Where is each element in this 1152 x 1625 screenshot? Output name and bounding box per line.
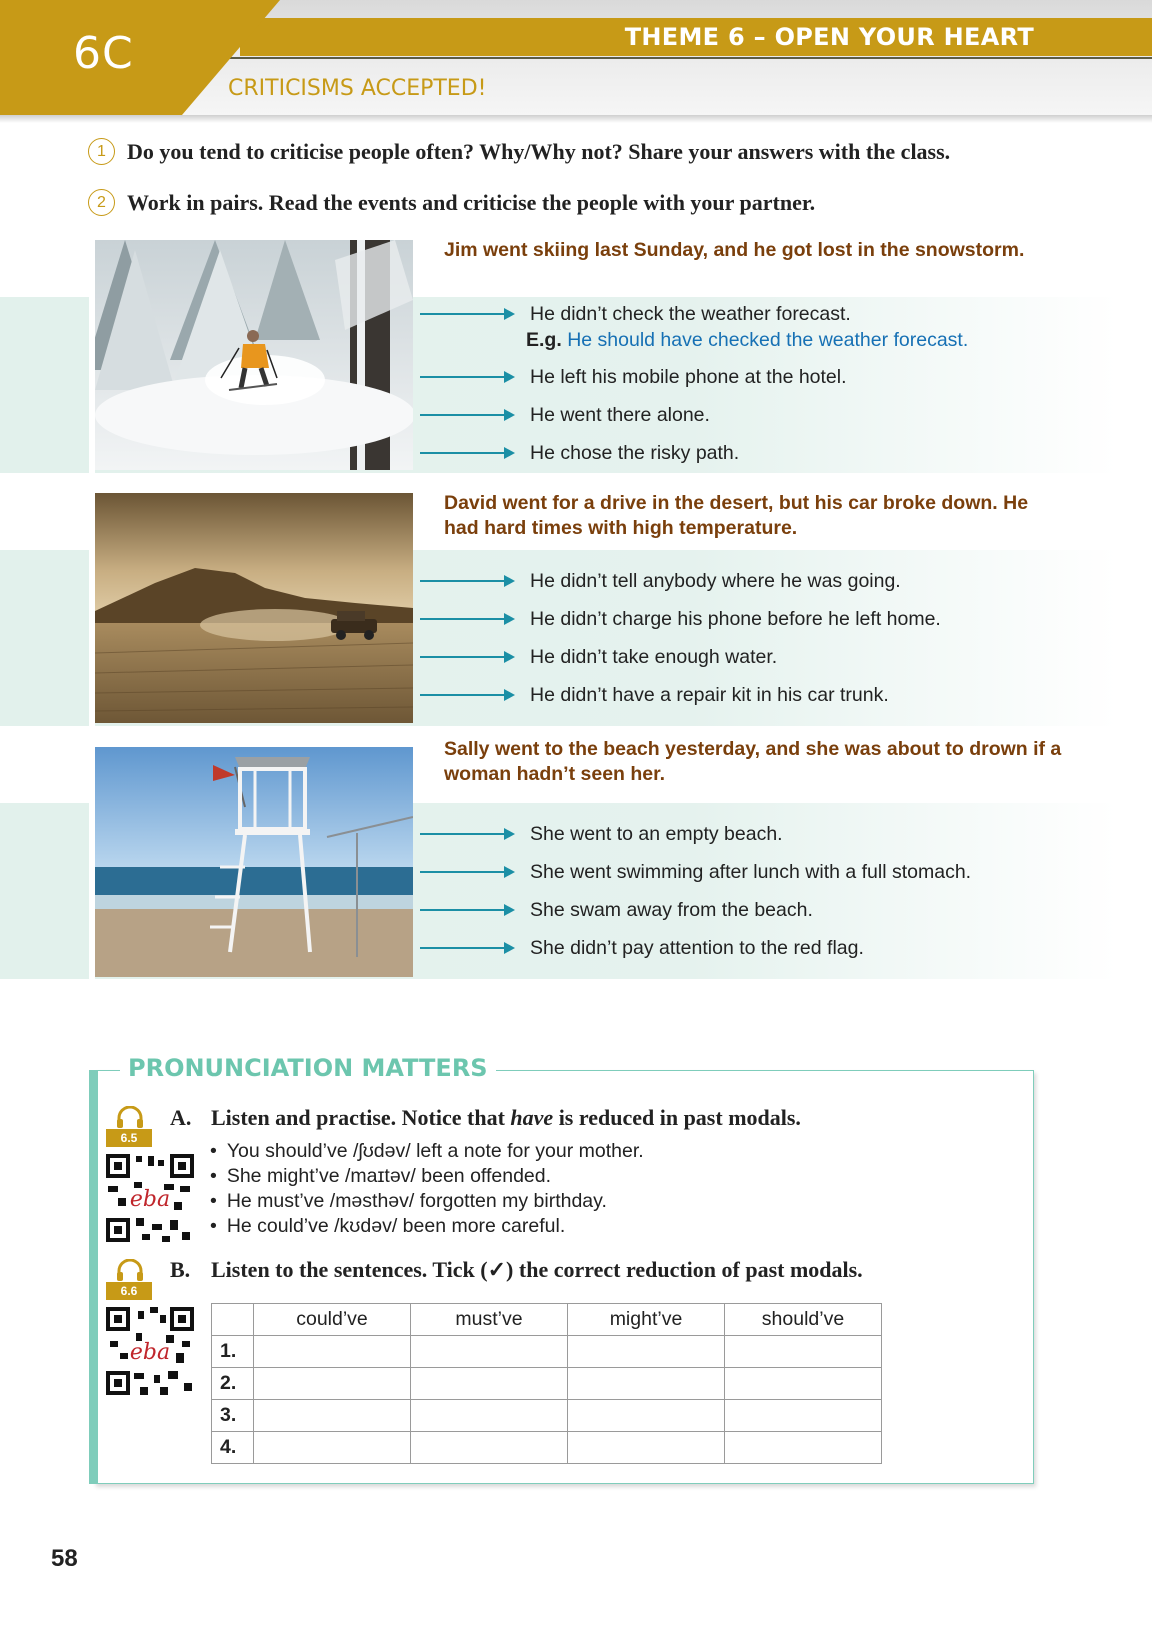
- arrow-icon: [420, 694, 512, 696]
- header-divider: [180, 57, 1152, 59]
- tick-table: [211, 1303, 882, 1464]
- list-item: He didn’t tell anybody where he was going.: [420, 569, 901, 593]
- event-title: Jim went skiing last Sunday, and he got lost in the snowstorm.: [444, 239, 1025, 261]
- list-item: She didn’t pay attention to the red flag.: [420, 936, 864, 960]
- arrow-icon: [420, 909, 512, 911]
- event-title: Sally went to the beach yesterday, and she was about to drown if a woman hadn’t seen her.: [444, 738, 1062, 785]
- example-sentence: E.g. He should have checked the weather forecast.: [526, 329, 969, 351]
- arrow-icon: [420, 452, 512, 454]
- tick-cell[interactable]: [254, 1368, 411, 1400]
- question-text: Do you tend to criticise people often? Why/Why not? Share your answers with the class.: [127, 138, 951, 164]
- tick-cell[interactable]: [568, 1432, 725, 1464]
- list-item: • He could’ve /kʊdəv/ been more careful.: [210, 1214, 644, 1239]
- list-item: She went swimming after lunch with a full stomach.: [420, 860, 971, 884]
- row-number: 2.: [212, 1368, 254, 1400]
- audio-track-a[interactable]: [106, 1106, 154, 1147]
- arrow-icon: [420, 833, 512, 835]
- arrow-icon: [420, 313, 512, 315]
- tick-cell[interactable]: [254, 1336, 411, 1368]
- column-header: should’ve: [725, 1304, 882, 1336]
- qr-code-icon[interactable]: [104, 1152, 196, 1244]
- list-item: • She might’ve /maɪtəv/ been offended.: [210, 1164, 644, 1189]
- arrow-icon: [420, 618, 512, 620]
- section-b-letter: B.: [170, 1257, 191, 1282]
- unit-code: 6C: [73, 28, 134, 79]
- tick-cell[interactable]: [411, 1336, 568, 1368]
- theme-title: THEME 6 – OPEN YOUR HEART: [624, 23, 1034, 51]
- svg-text:eba: eba: [129, 1340, 171, 1365]
- tick-cell[interactable]: [254, 1432, 411, 1464]
- example-sentences-list: [210, 1139, 644, 1239]
- headphone-icon: [116, 1259, 144, 1281]
- page-number: 58: [51, 1545, 78, 1572]
- column-header: could’ve: [254, 1304, 411, 1336]
- list-item: She swam away from the beach.: [420, 898, 813, 922]
- tick-cell[interactable]: [568, 1368, 725, 1400]
- lesson-title: CRITICISMS ACCEPTED!: [228, 76, 487, 101]
- header-shadow: [0, 115, 1152, 123]
- list-item: He went there alone.: [420, 403, 710, 427]
- question-number: 2: [88, 189, 115, 216]
- list-item: He didn’t charge his phone before he left home.: [420, 607, 941, 631]
- arrow-icon: [420, 656, 512, 658]
- pronunciation-strip: [89, 1070, 98, 1484]
- table-row: [212, 1368, 882, 1400]
- question-text: Work in pairs. Read the events and criticise the people with your partner.: [127, 189, 816, 215]
- arrow-icon: [420, 580, 512, 582]
- tick-cell[interactable]: [254, 1400, 411, 1432]
- row-number: 1.: [212, 1336, 254, 1368]
- svg-text:eba: eba: [129, 1187, 171, 1212]
- track-number: 6.6: [106, 1282, 152, 1300]
- headphone-icon: [116, 1106, 144, 1128]
- question-2: [88, 189, 815, 216]
- track-number: 6.5: [106, 1129, 152, 1147]
- list-item: • He must’ve /məsthəv/ forgotten my birthday.: [210, 1189, 644, 1214]
- table-header-row: [212, 1304, 882, 1336]
- arrow-icon: [420, 376, 512, 378]
- table-row: [212, 1336, 882, 1368]
- tick-cell[interactable]: [411, 1368, 568, 1400]
- question-1: [88, 138, 950, 165]
- list-item: He chose the risky path.: [420, 441, 739, 465]
- tick-cell[interactable]: [725, 1400, 882, 1432]
- list-item: He didn’t have a repair kit in his car trunk.: [420, 683, 889, 707]
- event-title: David went for a drive in the desert, but his car broke down. He had hard times with high temperature.: [444, 492, 1029, 539]
- section-b-instruction: Listen to the sentences. Tick (✓) the correct reduction of past modals.: [211, 1257, 863, 1282]
- section-a-letter: A.: [170, 1105, 192, 1130]
- list-item: He left his mobile phone at the hotel.: [420, 365, 847, 389]
- arrow-icon: [420, 414, 512, 416]
- beach-photo: [95, 747, 413, 977]
- section-a-instruction: Listen and practise. Notice that have is reduced in past modals.: [211, 1105, 801, 1130]
- table-row: [212, 1432, 882, 1464]
- list-item: He didn’t take enough water.: [420, 645, 777, 669]
- desert-photo: [95, 493, 413, 723]
- column-header: might’ve: [568, 1304, 725, 1336]
- row-number: 3.: [212, 1400, 254, 1432]
- tick-cell[interactable]: [725, 1368, 882, 1400]
- list-item: He didn’t check the weather forecast.: [420, 302, 851, 326]
- tick-cell[interactable]: [568, 1400, 725, 1432]
- tick-cell[interactable]: [411, 1432, 568, 1464]
- column-header: must’ve: [411, 1304, 568, 1336]
- row-number: 4.: [212, 1432, 254, 1464]
- tick-cell[interactable]: [725, 1432, 882, 1464]
- tick-cell[interactable]: [411, 1400, 568, 1432]
- skier-photo: [95, 240, 413, 470]
- arrow-icon: [420, 947, 512, 949]
- table-row: [212, 1400, 882, 1432]
- list-item: She went to an empty beach.: [420, 822, 783, 846]
- question-number: 1: [88, 138, 115, 165]
- tick-cell[interactable]: [725, 1336, 882, 1368]
- audio-track-b[interactable]: [106, 1259, 154, 1300]
- list-item: • You should’ve /ʃʊdəv/ left a note for your mother.: [210, 1139, 644, 1164]
- pronunciation-title: PRONUNCIATION MATTERS: [120, 1054, 496, 1082]
- qr-code-icon[interactable]: [104, 1305, 196, 1397]
- tick-cell[interactable]: [568, 1336, 725, 1368]
- arrow-icon: [420, 871, 512, 873]
